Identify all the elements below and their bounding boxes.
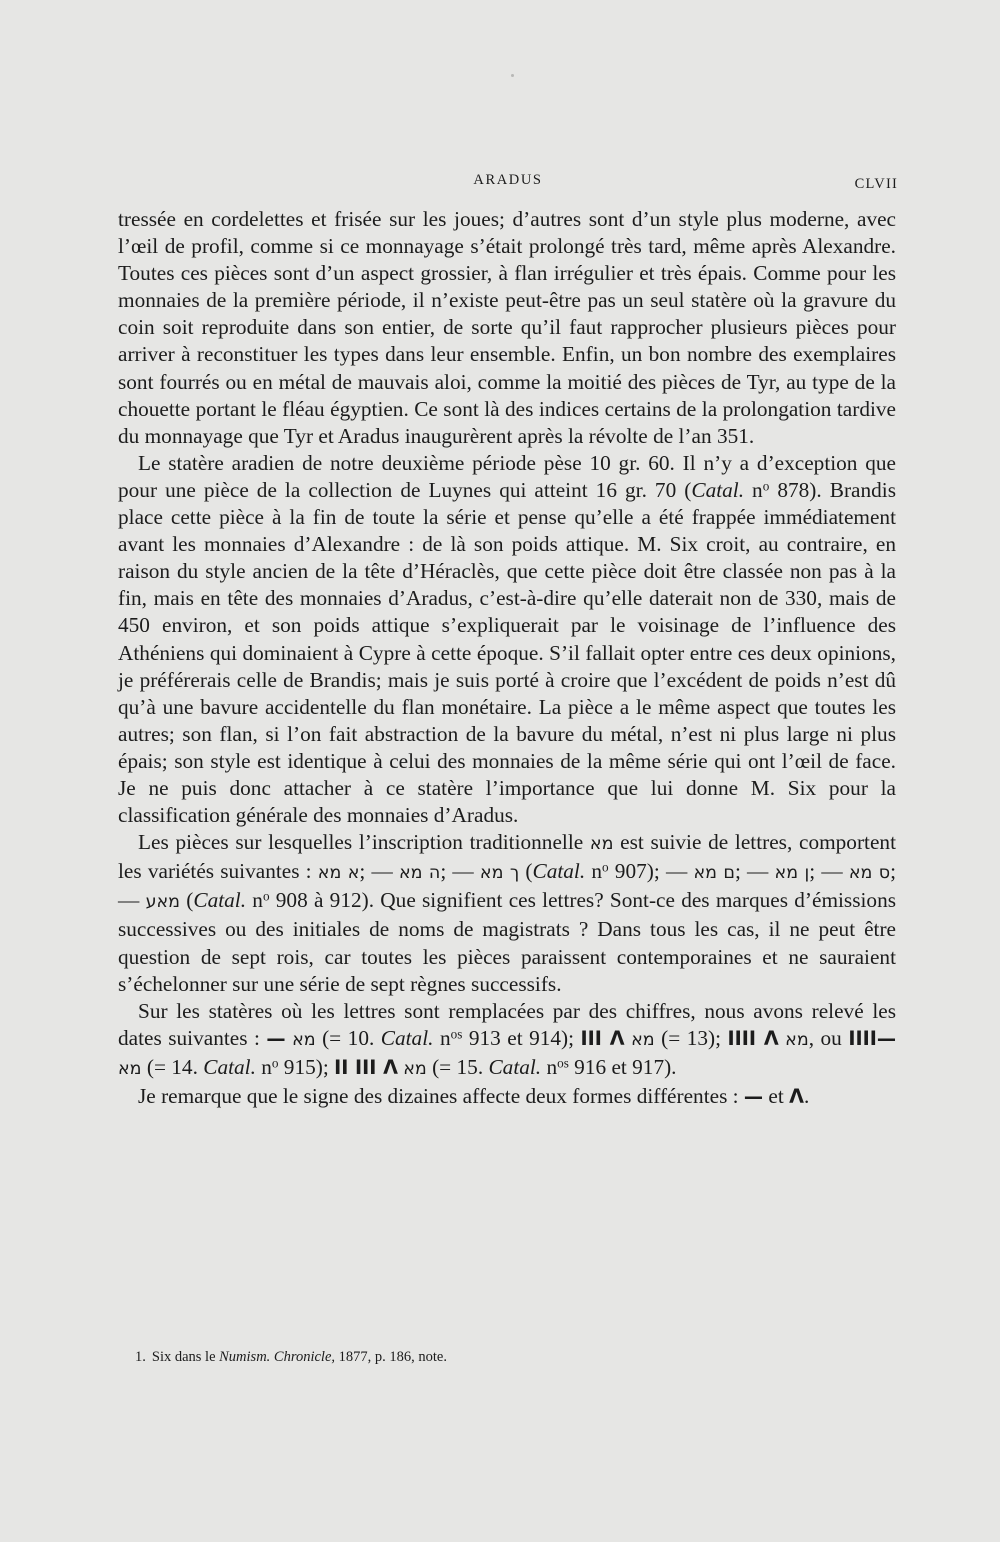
numeral-sign: IIII— bbox=[848, 1026, 896, 1050]
journal-title: Numism. Chronicle, bbox=[219, 1349, 336, 1365]
hebrew-inscription: ן מא bbox=[774, 863, 810, 884]
numeral-sign: II III Λ bbox=[334, 1055, 398, 1079]
hebrew-inscription: ך מא bbox=[479, 863, 520, 884]
hebrew-inscription: מא bbox=[403, 1058, 427, 1079]
footnote-label: 1. bbox=[135, 1349, 146, 1365]
hebrew-inscription: מא bbox=[785, 1029, 809, 1050]
numeral-sign: III Λ bbox=[580, 1026, 625, 1050]
hebrew-inscription: מא bbox=[292, 1029, 316, 1050]
running-head bbox=[118, 172, 898, 196]
numeral-sign: — bbox=[266, 1026, 286, 1050]
hebrew-inscription: מאע bbox=[145, 892, 181, 913]
footnote: 1. Six dans le Numism. Chronicle, 1877, p. 186, note. bbox=[135, 1349, 447, 1365]
body-text bbox=[118, 206, 896, 1110]
paragraph-4: Sur les statères où les lettres sont remplacées par des chiffres, nous avons relevé les dates suivantes : — מא (= 10. Catal. $n^{os}$ 913 et 914); III Λ מא (= 13); IIII Λ מא, ou IIII— מא (= 14. Catal. $n^o$ 915); II III Λ מא (= 15. Catal. $n^{os}$ 916 et 917). bbox=[118, 998, 896, 1079]
paragraph-5: Je remarque que le signe des dizaines affecte deux formes différentes : — et Λ. bbox=[138, 1084, 810, 1108]
numeral-sign: IIII Λ bbox=[727, 1026, 779, 1050]
paragraph-1: tressée en cordelettes et frisée sur les joues; d’autres sont d’un style plus moderne, avec l’œil de profil, comme si ce monnayage s’était prolongé très tard, même après Alexandre. Toutes ces pièces sont d’un aspect grossier, à flan irrégulier et très épais. Comme pour les monnaies de la première période, il n’existe peut-être pas un seul statère où la gravure du coin soit reproduite dans son entier, de sorte qu’il faut rapprocher plusieurs pièces pour arriver à reconstituer les types dans leur ensemble. Enfin, un bon nombre des exemplaires sont fourrés ou en métal de mauvais aloi, comme la moitié des pièces de Tyr, au type de la chouette portant le fléau égyptien. Ce sont là des indices certains de la prolongation tardive du monnayage que Tyr et Aradus inaugurèrent après la révolte de l’an 351. bbox=[118, 207, 896, 448]
hebrew-inscription: א מא bbox=[317, 863, 360, 884]
numeral-sign: — bbox=[743, 1085, 764, 1108]
hebrew-inscription: ם מא bbox=[693, 863, 735, 884]
running-title: ARADUS bbox=[473, 172, 543, 188]
paragraph-2: Le statère aradien de notre deuxième période pèse 10 gr. 60. Il n’y a d’exception que pour une pièce de la collection de Luynes qui atteint 16 gr. 70 (Catal. $n^o$ 878). Brandis place cette pièce à la fin de toute la série et pense qu’elle a été frappée immédiatement avant les monnaies d’Alexandre : de là son poids attique. M. Six croit, au contraire, en raison du style ancien de la tête d’Héraclès, que cette pièce doit être classée non pas à la fin, mais en tête des monnaies d’Aradus, c’est-à-dire qu’elle daterait non de 330, mais de 450 environ, et son poids attique s’expliquerait par le voisinage de l’influence des Athéniens qui dominaient à Cypre à cette époque. S’il fallait opter entre ces deux opinions, je préférerais celle de Brandis; mais je suis porté à croire que l’excédent de poids n’est dû qu’à une bavure accidentelle du flan monétaire. La pièce a le même aspect que toutes les autres; son flan, si l’on fait abstraction de la bavure du métal, n’est ni plus large ni plus épais; son style est identique à celui des monnaies de la même série qui ont l’œil de face. Je ne puis donc attacher à ce statère l’importance que lui donne M. Six pour la classification générale des monnaies d’Aradus. bbox=[118, 450, 896, 828]
hebrew-inscription: מא bbox=[631, 1029, 655, 1050]
hebrew-inscription: ה מא bbox=[398, 863, 441, 884]
paragraph-3: Les pièces sur lesquelles l’inscription traditionnelle מא est suivie de lettres, comportent les variétés suivantes : א מא; — ה מא; — ך מא (Catal. $n^o$ 907); — ם מא; — ן מא; — ס מא; — מאע (Catal. $n^o$ 908 à 912). Que signifient ces lettres? Sont-ce des marques d’émissions successives ou des initiales de noms de magistrats ? Dans tous les cas, il ne peut être question de sept rois, car toutes les pièces paraissent contemporaines et ne sauraient s’échelonner sur une série de sept règnes successifs. bbox=[118, 830, 897, 996]
numeral-sign: Λ bbox=[789, 1085, 804, 1108]
hebrew-inscription: ס מא bbox=[848, 863, 891, 884]
hebrew-inscription: מא bbox=[589, 834, 614, 855]
paper-speck bbox=[511, 74, 514, 77]
page-number: CLVII bbox=[854, 176, 898, 192]
hebrew-inscription: מא bbox=[118, 1058, 142, 1079]
